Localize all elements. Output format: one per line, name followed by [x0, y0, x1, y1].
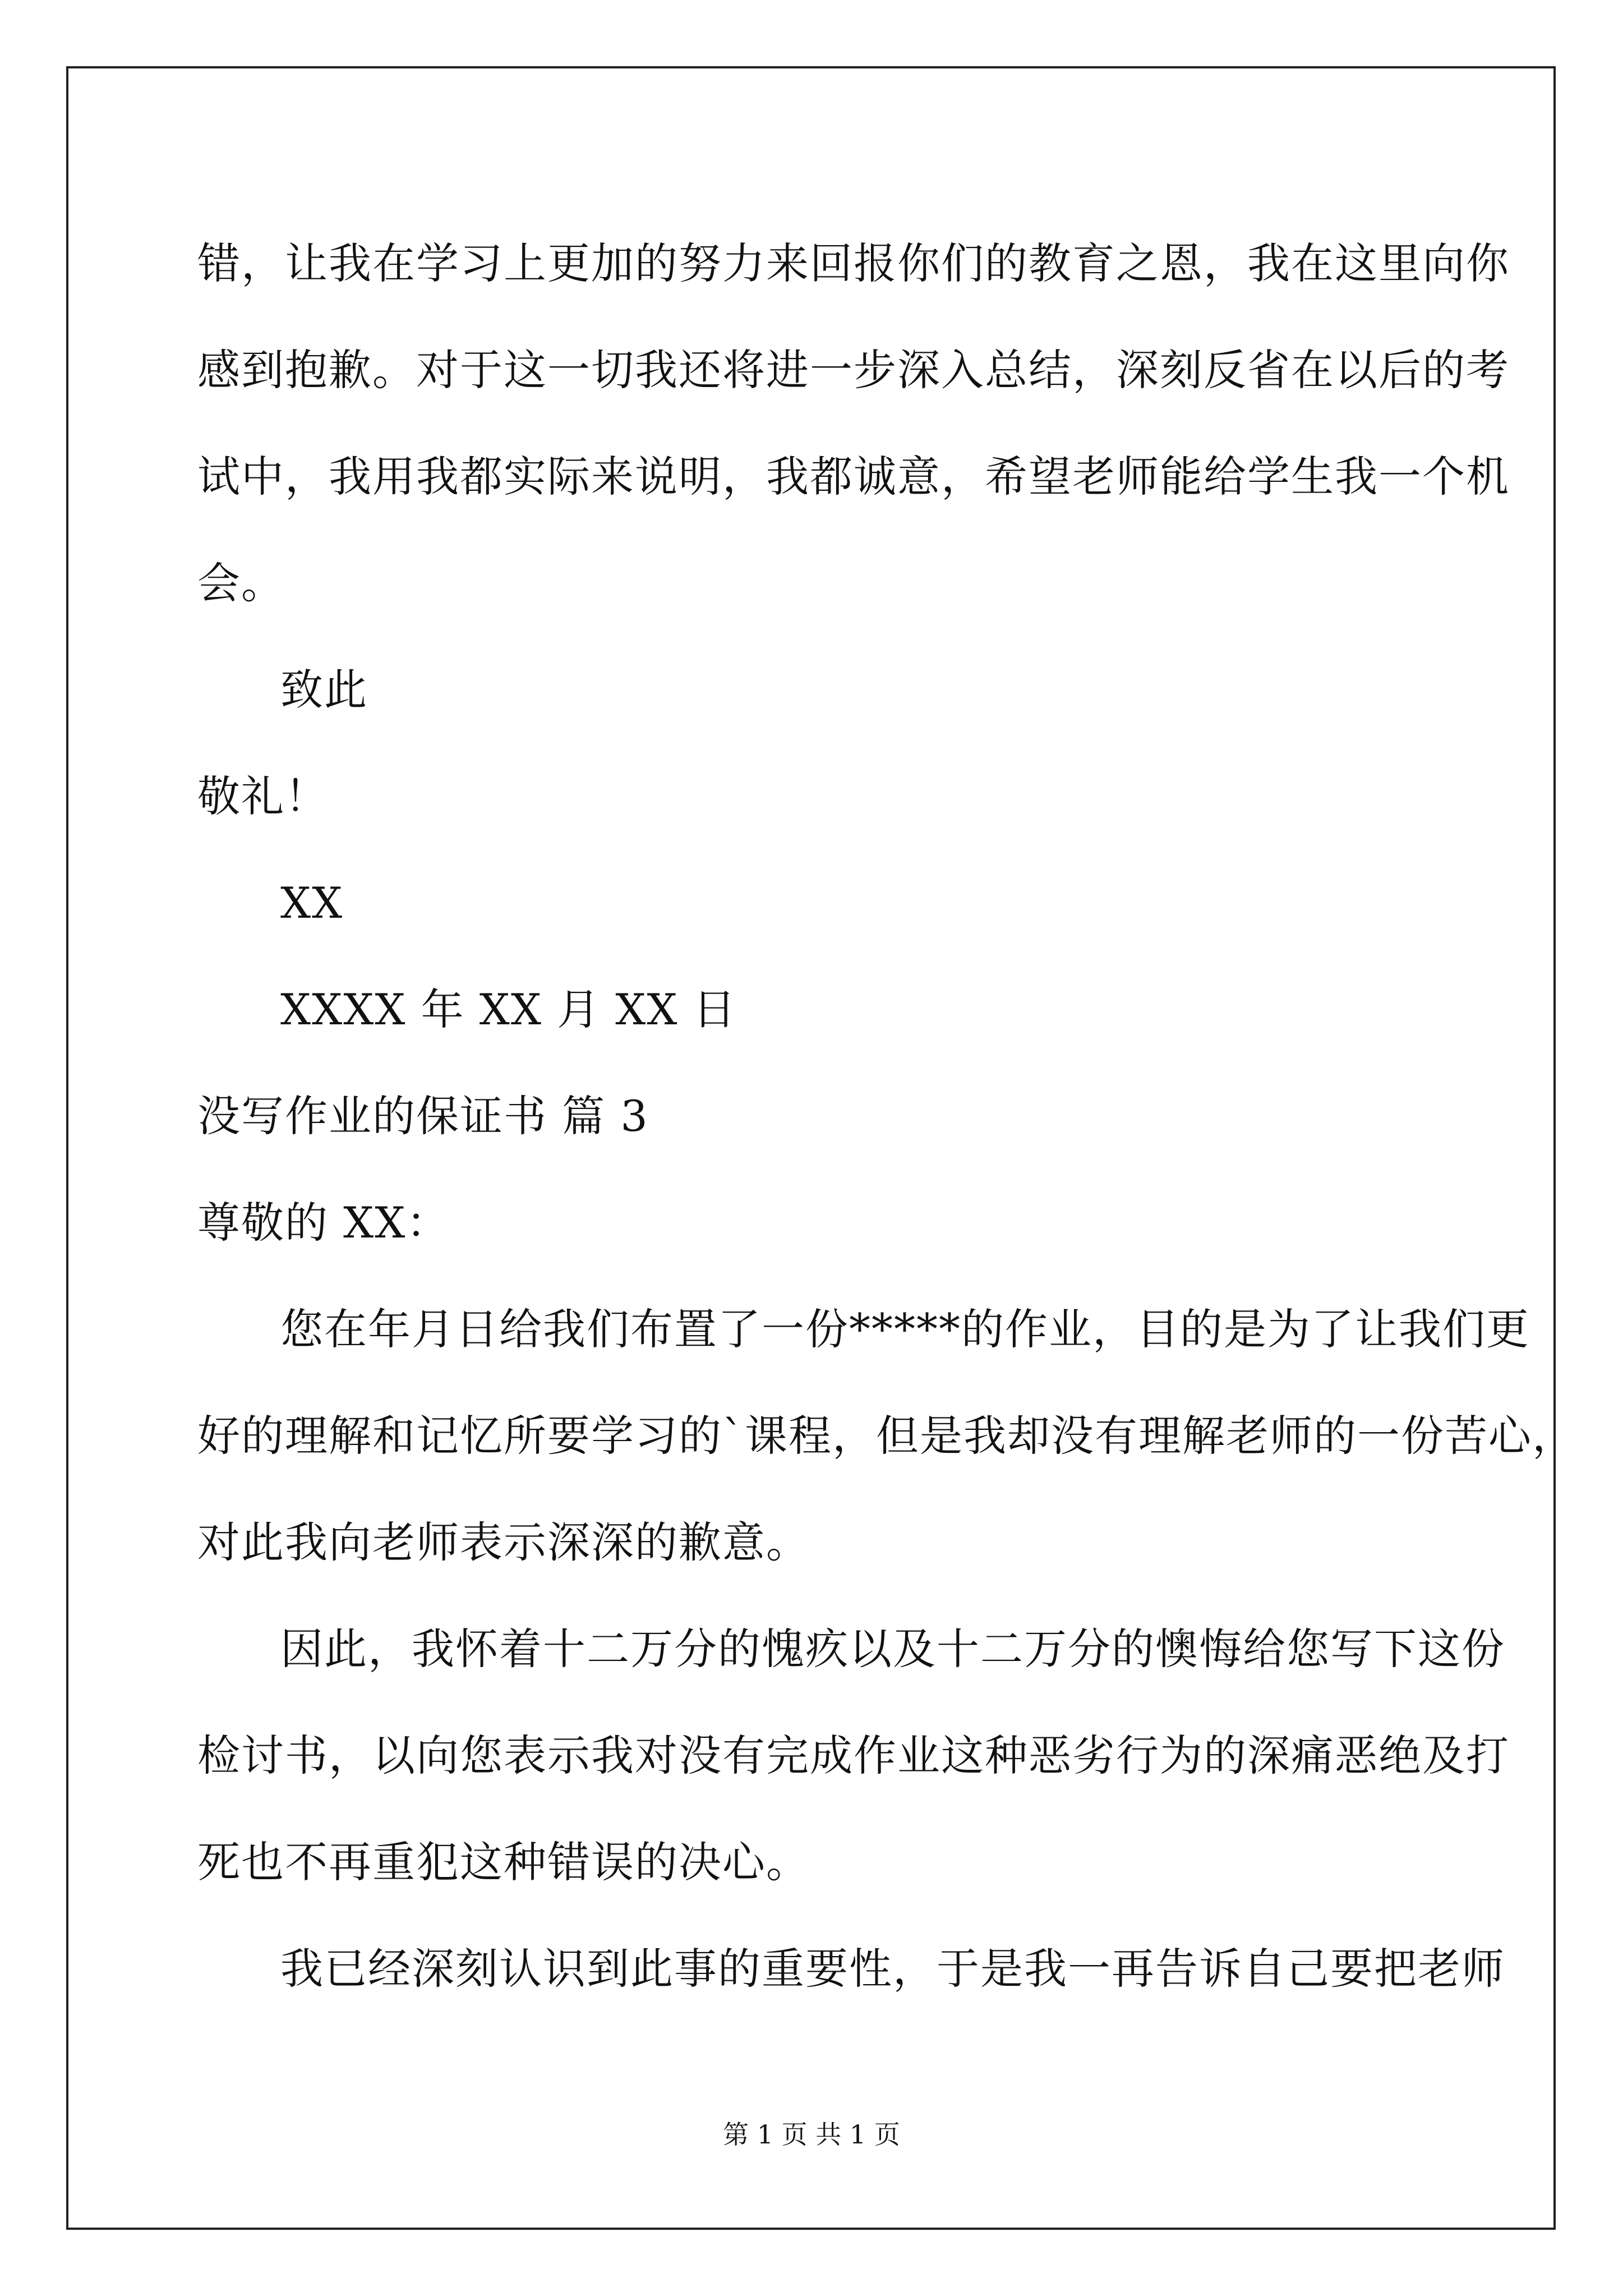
text-line: 因此，我怀着十二万分的愧疚以及十二万分的懊悔给您写下这份	[280, 1624, 1505, 1674]
page-footer: 第 1 页 共 1 页	[723, 2119, 900, 2150]
text-line: 错，让我在学习上更加的努力来回报你们的教育之恩，我在这里向你	[197, 238, 1510, 288]
salutation-closing: 敬礼！	[197, 771, 329, 821]
text-line: 对此我向老师表示深深的歉意。	[197, 1517, 810, 1567]
text-line: 我已经深刻认识到此事的重要性，于是我一再告诉自己要把老师	[280, 1944, 1505, 1994]
letter-salutation: 尊敬的 XX：	[197, 1198, 450, 1248]
section-heading: 没写作业的保证书 篇 3	[197, 1091, 649, 1141]
text-line: 好的理解和记忆所要学习的`课程，但是我却没有理解老师的一份苦心，	[197, 1411, 1576, 1461]
closing-greeting: 致此	[280, 665, 368, 715]
text-line: 您在年月日给我们布置了一份*****的作业，目的是为了让我们更	[280, 1304, 1530, 1354]
text-line: 死也不再重犯这种错误的决心。	[197, 1837, 810, 1887]
text-line: 感到抱歉。对于这一切我还将进一步深入总结，深刻反省在以后的考	[197, 345, 1510, 395]
signature-date: XXXX 年 XX 月 XX 日	[280, 984, 737, 1034]
text-line: 会。	[197, 558, 285, 608]
text-line: 试中，我用我都实际来说明，我都诚意，希望老师能给学生我一个机	[197, 452, 1510, 501]
signature-name: XX	[280, 878, 344, 928]
document-body	[197, 210, 1576, 2022]
text-line: 检讨书，以向您表示我对没有完成作业这种恶劣行为的深痛恶绝及打	[197, 1731, 1510, 1780]
